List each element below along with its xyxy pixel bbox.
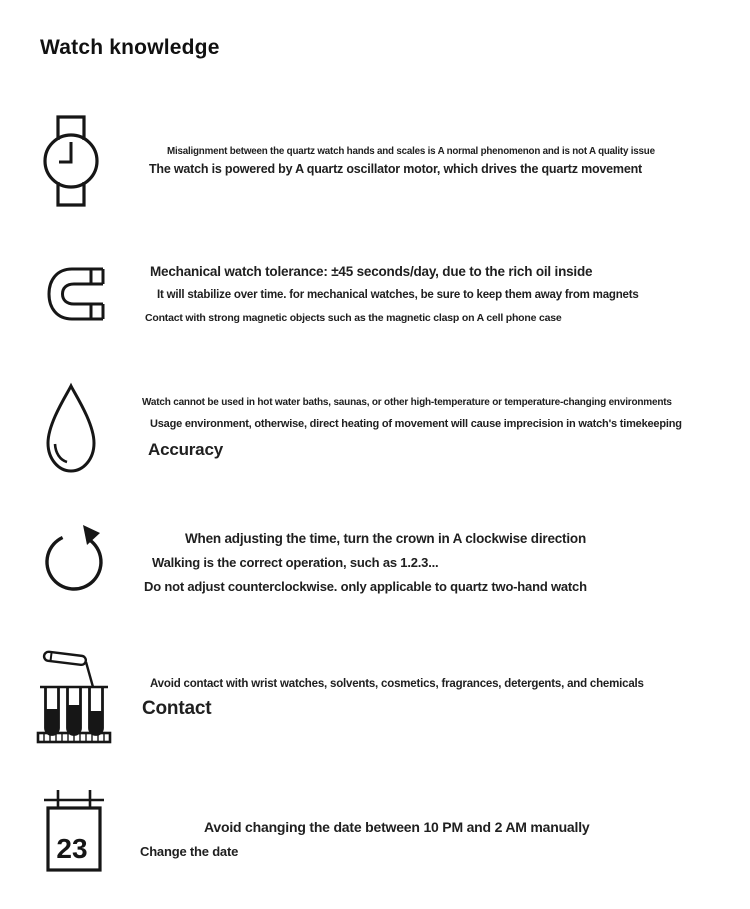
quartz-main-line: The watch is powered by A quartz oscillator motor, which drives the quartz movement bbox=[149, 162, 642, 176]
temperature-line-1: Watch cannot be used in hot water baths, saunas, or other high-temperature or temperature-changing environments bbox=[142, 397, 672, 408]
test-tubes-icon bbox=[36, 645, 112, 745]
calendar-icon bbox=[42, 788, 106, 876]
crown-line-3: Do not adjust counterclockwise. only applicable to quartz two-hand watch bbox=[144, 579, 587, 594]
page-title: Watch knowledge bbox=[40, 36, 220, 59]
magnet-icon bbox=[44, 263, 106, 325]
wristwatch-icon bbox=[40, 112, 102, 210]
magnet-line-3: Contact with strong magnetic objects such as the magnetic clasp on A cell phone case bbox=[145, 312, 562, 324]
date-line-1: Avoid changing the date between 10 PM and 2 AM manually bbox=[204, 819, 590, 835]
section-magnetism bbox=[0, 250, 750, 340]
clockwise-arrow-icon bbox=[42, 518, 106, 596]
magnet-icon-svg bbox=[44, 263, 106, 325]
test-tubes-icon-svg bbox=[36, 645, 112, 745]
magnet-line-1: Mechanical watch tolerance: ±45 seconds/day, due to the rich oil inside bbox=[150, 264, 593, 279]
calendar-icon-svg bbox=[42, 788, 106, 876]
section-adjusting-time bbox=[0, 505, 750, 605]
water-drop-icon-svg bbox=[42, 382, 100, 478]
crown-line-2: Walking is the correct operation, such as 1.2.3... bbox=[152, 555, 439, 570]
water-drop-icon bbox=[42, 382, 100, 478]
crown-line-1: When adjusting the time, turn the crown in A clockwise direction bbox=[185, 531, 586, 546]
temperature-line-2: Usage environment, otherwise, direct heating of movement will cause imprecision in watch's timekeeping bbox=[150, 418, 682, 430]
section-change-date bbox=[0, 778, 750, 878]
section-temperature-accuracy bbox=[0, 370, 750, 485]
calendar-day-number: 23 bbox=[56, 833, 88, 864]
clockwise-arrow-icon-svg bbox=[42, 518, 106, 596]
quartz-note-line: Misalignment between the quartz watch hands and scales is A normal phenomenon and is not A quality issue bbox=[167, 146, 655, 157]
date-line-2: Change the date bbox=[140, 844, 239, 859]
contact-heading: Contact bbox=[142, 698, 212, 719]
section-chemical-contact bbox=[0, 635, 750, 750]
accuracy-heading: Accuracy bbox=[148, 440, 223, 459]
wristwatch-icon-svg bbox=[40, 112, 102, 210]
chemicals-line: Avoid contact with wrist watches, solvents, cosmetics, fragrances, detergents, and chemicals bbox=[150, 678, 644, 690]
magnet-line-2: It will stabilize over time. for mechanical watches, be sure to keep them away from magnets bbox=[157, 289, 639, 301]
section-quartz-movement bbox=[0, 100, 750, 220]
